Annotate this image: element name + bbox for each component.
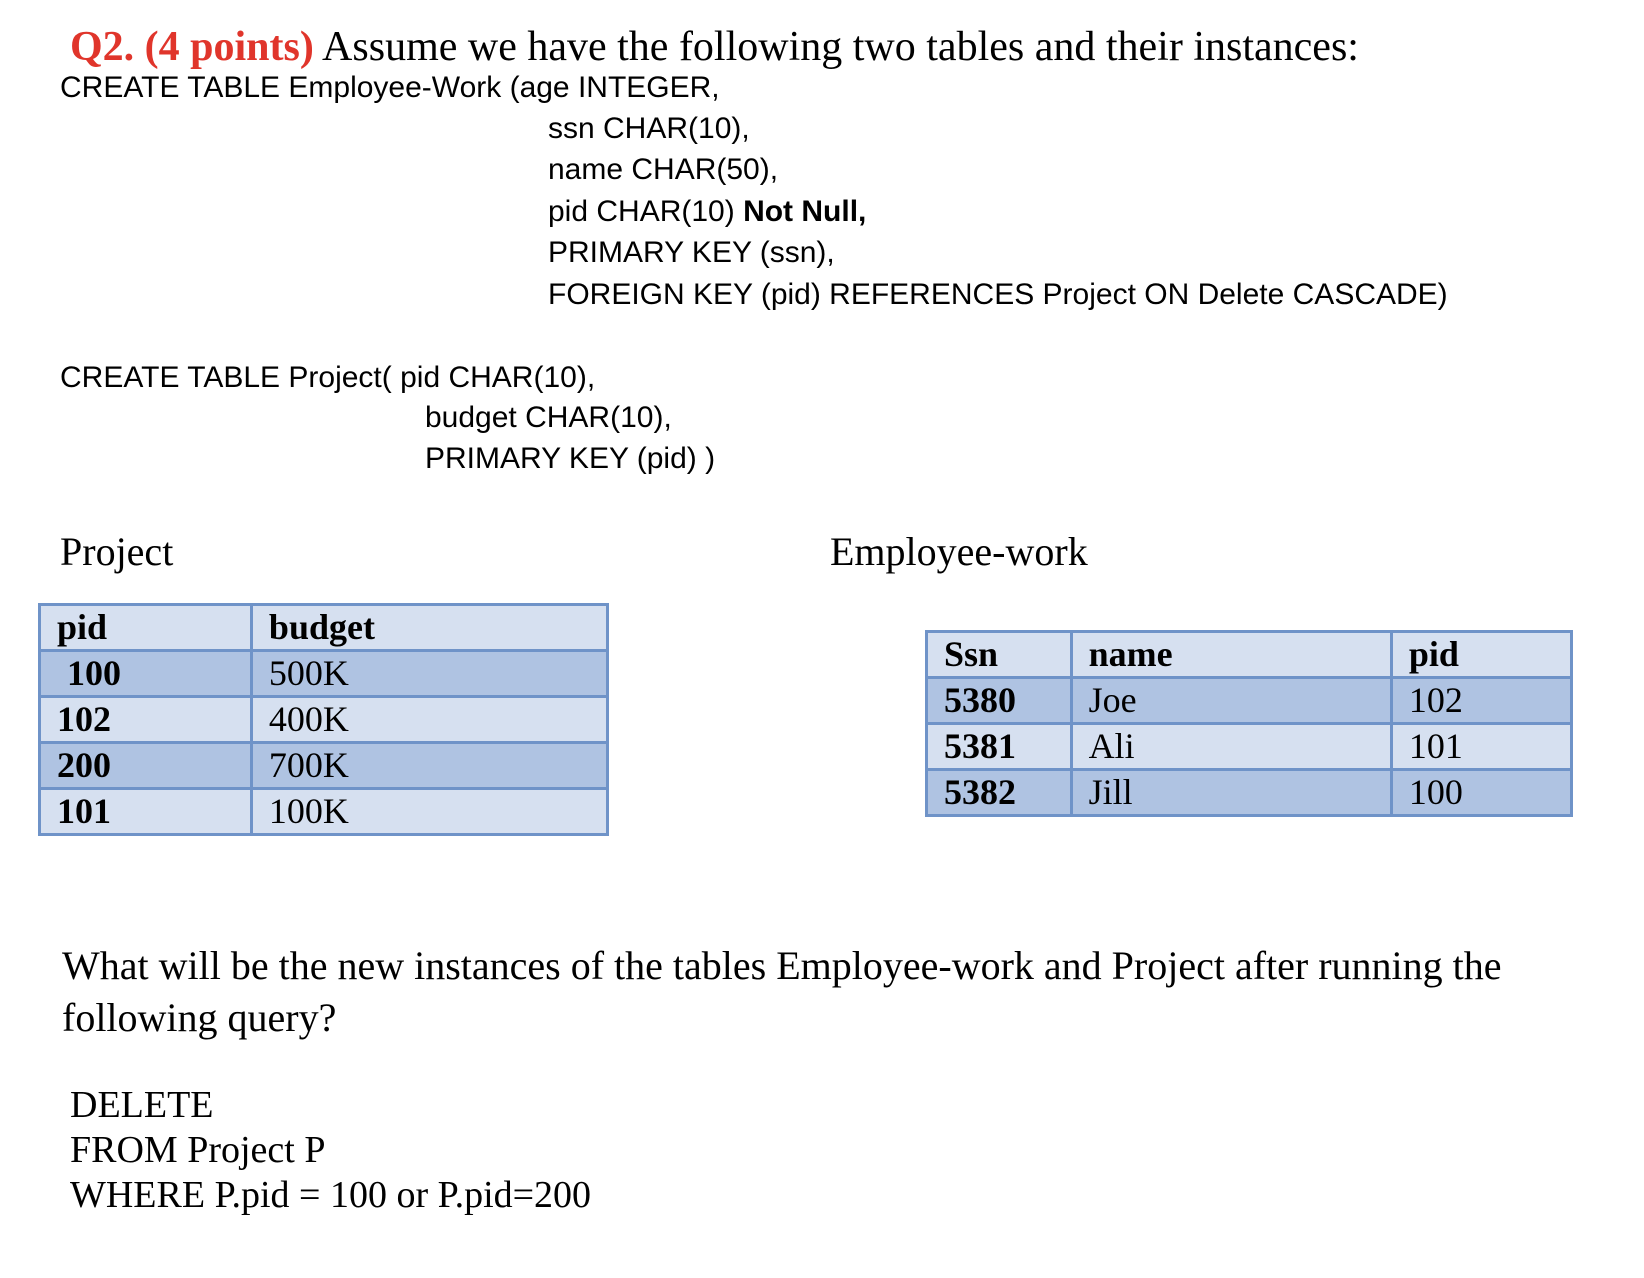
table-row bbox=[40, 743, 608, 789]
project-table bbox=[38, 603, 609, 836]
table-row bbox=[40, 651, 608, 697]
table-row bbox=[40, 789, 608, 835]
employee-sql-line bbox=[548, 190, 866, 234]
query-line: FROM Project P bbox=[70, 1129, 326, 1171]
table-cell: 700K bbox=[251, 743, 607, 789]
table-cell: 5380 bbox=[927, 678, 1072, 724]
table-cell: 100 bbox=[40, 651, 252, 697]
employee-table bbox=[925, 630, 1573, 817]
not-null-constraint: Not Null, bbox=[743, 195, 867, 228]
employee-sql-line: CREATE TABLE Employee-Work (age INTEGER, bbox=[60, 71, 720, 104]
question-title bbox=[70, 22, 1359, 72]
query-line: DELETE bbox=[70, 1084, 214, 1126]
table-cell: 102 bbox=[40, 697, 252, 743]
project-sql-line: CREATE TABLE Project( pid CHAR(10), bbox=[60, 361, 596, 394]
table-cell: Jill bbox=[1071, 770, 1391, 816]
table-row bbox=[40, 697, 608, 743]
table-cell: Joe bbox=[1071, 678, 1391, 724]
column-header: pid bbox=[1391, 632, 1571, 678]
question-label: Q2. (4 points) bbox=[70, 24, 314, 70]
column-header: name bbox=[1071, 632, 1391, 678]
table-cell: 5382 bbox=[927, 770, 1072, 816]
question-prompt: What will be the new instances of the tables Employee-work and Project after running the following query? bbox=[62, 943, 1502, 1040]
employee-sql-line: name CHAR(50), bbox=[548, 153, 779, 186]
column-header: budget bbox=[251, 605, 607, 651]
project-sql-line: PRIMARY KEY (pid) ) bbox=[425, 442, 716, 475]
employee-sql-line: PRIMARY KEY (ssn), bbox=[548, 236, 835, 269]
table-cell: Ali bbox=[1071, 724, 1391, 770]
question-intro: Assume we have the following two tables and their instances: bbox=[313, 24, 1359, 70]
table-header-row bbox=[40, 605, 608, 651]
project-table-caption: Project bbox=[60, 529, 174, 574]
table-cell: 400K bbox=[251, 697, 607, 743]
table-header-row bbox=[927, 632, 1572, 678]
column-header: Ssn bbox=[927, 632, 1072, 678]
table-cell: 101 bbox=[40, 789, 252, 835]
employee-sql-line: FOREIGN KEY (pid) REFERENCES Project ON Delete CASCADE) bbox=[548, 278, 1448, 311]
table-cell: 200 bbox=[40, 743, 252, 789]
table-cell: 101 bbox=[1391, 724, 1571, 770]
employee-sql-line: ssn CHAR(10), bbox=[548, 112, 750, 145]
column-header: pid bbox=[40, 605, 252, 651]
employee-table-caption: Employee-work bbox=[830, 529, 1088, 574]
query-line: WHERE P.pid = 100 or P.pid=200 bbox=[70, 1174, 592, 1216]
table-row bbox=[927, 678, 1572, 724]
table-row bbox=[927, 724, 1572, 770]
pid-definition: pid CHAR(10) bbox=[548, 195, 744, 228]
table-cell: 100K bbox=[251, 789, 607, 835]
table-cell: 100 bbox=[1391, 770, 1571, 816]
table-row bbox=[927, 770, 1572, 816]
project-sql-line: budget CHAR(10), bbox=[425, 401, 672, 434]
table-cell: 102 bbox=[1391, 678, 1571, 724]
table-cell: 5381 bbox=[927, 724, 1072, 770]
table-cell: 500K bbox=[251, 651, 607, 697]
